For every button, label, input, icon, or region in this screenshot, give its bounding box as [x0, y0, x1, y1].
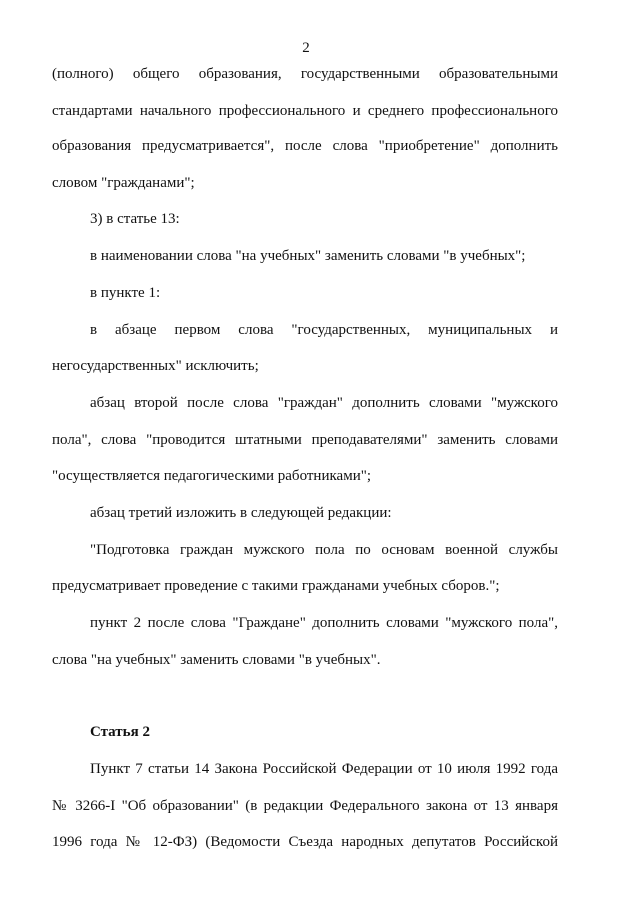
text-line: стандартами начального профессионального и среднего профессионального: [52, 103, 558, 119]
text-line: "осуществляется педагогическими работниками";: [52, 468, 372, 484]
text-line: 3) в статье 13:: [90, 211, 180, 227]
text-line: словом "гражданами";: [52, 175, 195, 191]
article-heading: Статья 2: [90, 724, 150, 740]
text-line: Пункт 7 статьи 14 Закона Российской Федерации от 10 июля 1992 года: [90, 761, 558, 777]
text-line: пола", слова "проводится штатными преподавателями" заменить словами: [52, 432, 558, 448]
text-line: образования предусматривается", после слова "приобретение" дополнить: [52, 138, 558, 154]
text-line: 1996 года № 12-ФЗ) (Ведомости Съезда народных депутатов Российской: [52, 834, 558, 850]
text-line: в абзаце первом слова "государственных, муниципальных и: [90, 322, 558, 338]
text-line: слова "на учебных" заменить словами "в учебных".: [52, 652, 381, 668]
text-line: в наименовании слова "на учебных" заменить словами "в учебных";: [90, 248, 526, 264]
text-line: "Подготовка граждан мужского пола по основам военной службы: [90, 542, 558, 558]
page-number: 2: [302, 40, 310, 56]
text-line: пункт 2 после слова "Граждане" дополнить словами "мужского пола",: [90, 615, 558, 631]
text-line: в пункте 1:: [90, 285, 161, 301]
text-line: (полного) общего образования, государственными образовательными: [52, 66, 558, 82]
text-line: предусматривает проведение с такими гражданами учебных сборов.";: [52, 578, 500, 594]
text-line: абзац второй после слова "граждан" дополнить словами "мужского: [90, 395, 558, 411]
text-line: негосударственных" исключить;: [52, 358, 259, 374]
text-line: абзац третий изложить в следующей редакции:: [90, 505, 392, 521]
text-line: № 3266-I "Об образовании" (в редакции Федерального закона от 13 января: [52, 798, 558, 814]
